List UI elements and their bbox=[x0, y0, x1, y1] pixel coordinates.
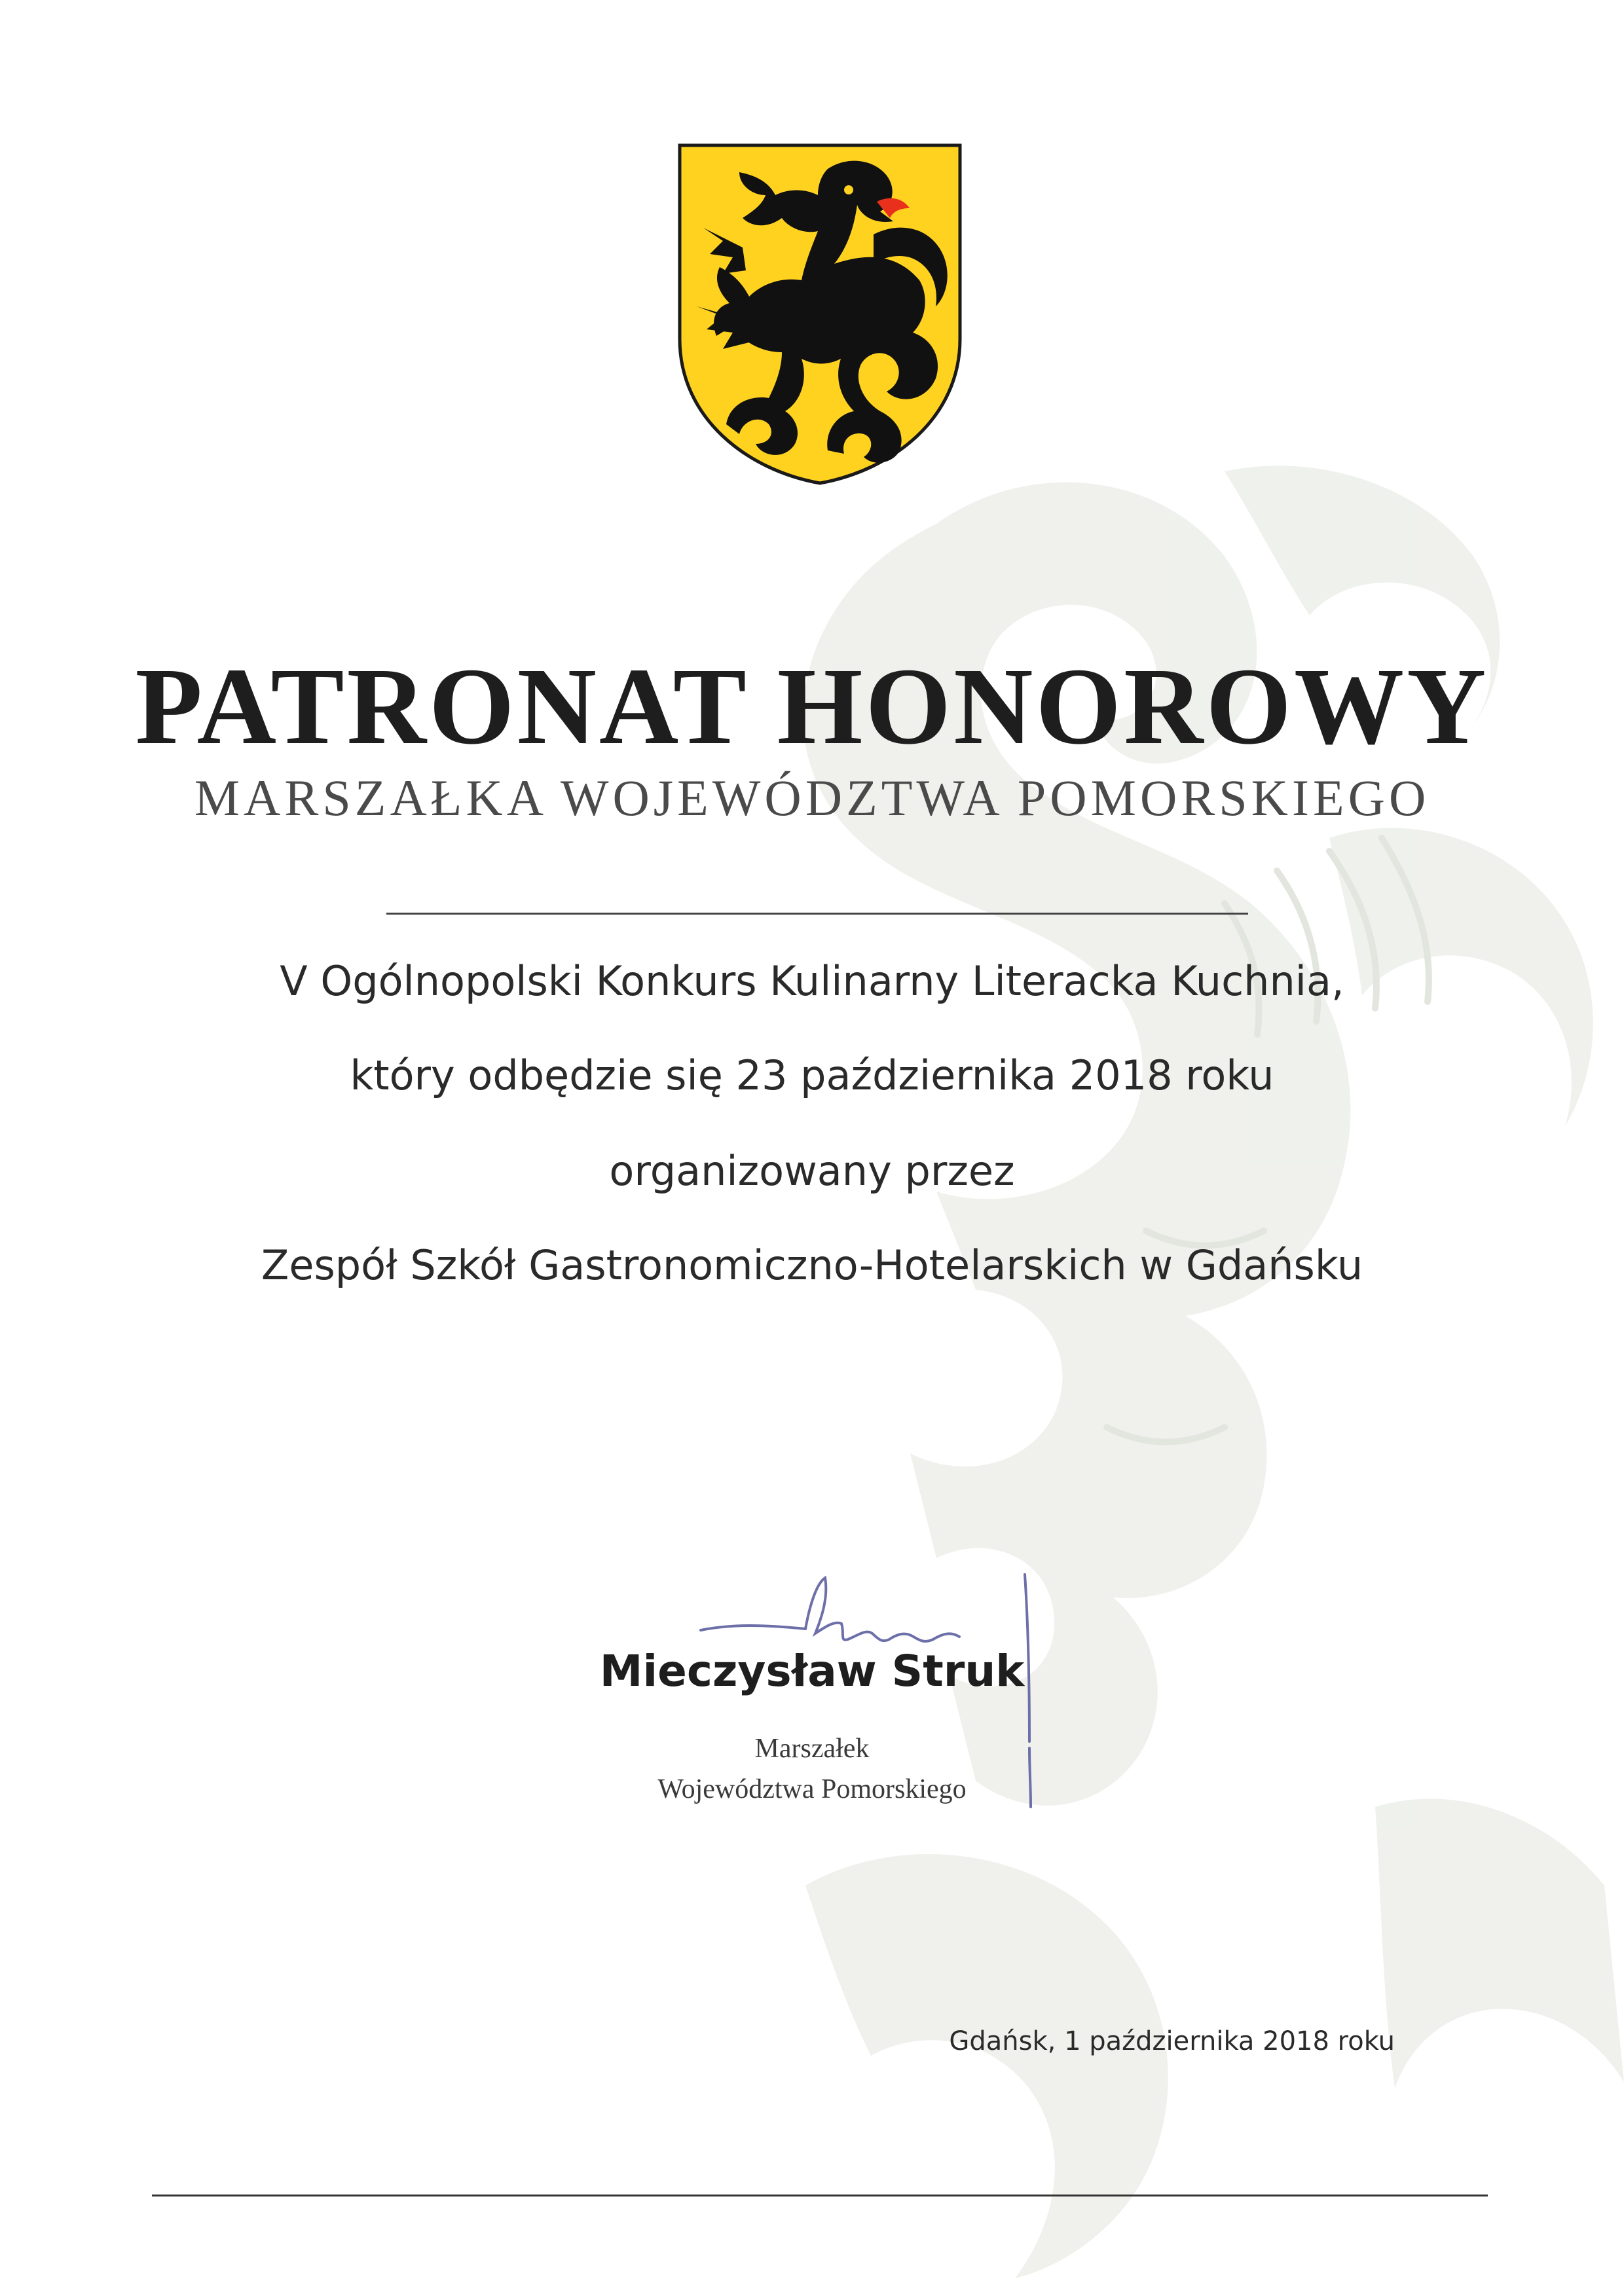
organizer-name-line: Zespół Szkół Gastronomiczno-Hotelarskich w Gdańsku bbox=[261, 1241, 1363, 1289]
event-date-line: który odbędzie się 23 października 2018 roku bbox=[350, 1051, 1274, 1099]
event-name-line: V Ogólnopolski Konkurs Kulinarny Literacka Kuchnia, bbox=[280, 957, 1344, 1005]
signatory-name: Mieczysław Struk bbox=[599, 1646, 1025, 1696]
page-subtitle: MARSZAŁKA WOJEWÓDZTWA POMORSKIEGO bbox=[194, 769, 1430, 826]
divider-top bbox=[386, 913, 1248, 915]
organizer-intro-line: organizowany przez bbox=[609, 1147, 1015, 1195]
signatory-institution: Województwa Pomorskiego bbox=[657, 1774, 967, 1804]
page-title: PATRONAT HONOROWY bbox=[135, 646, 1489, 767]
coat-of-arms-icon bbox=[677, 143, 963, 486]
signatory-role: Marszałek bbox=[754, 1734, 870, 1764]
issue-date: Gdańsk, 1 października 2018 roku bbox=[949, 2026, 1395, 2056]
divider-bottom bbox=[152, 2195, 1488, 2196]
